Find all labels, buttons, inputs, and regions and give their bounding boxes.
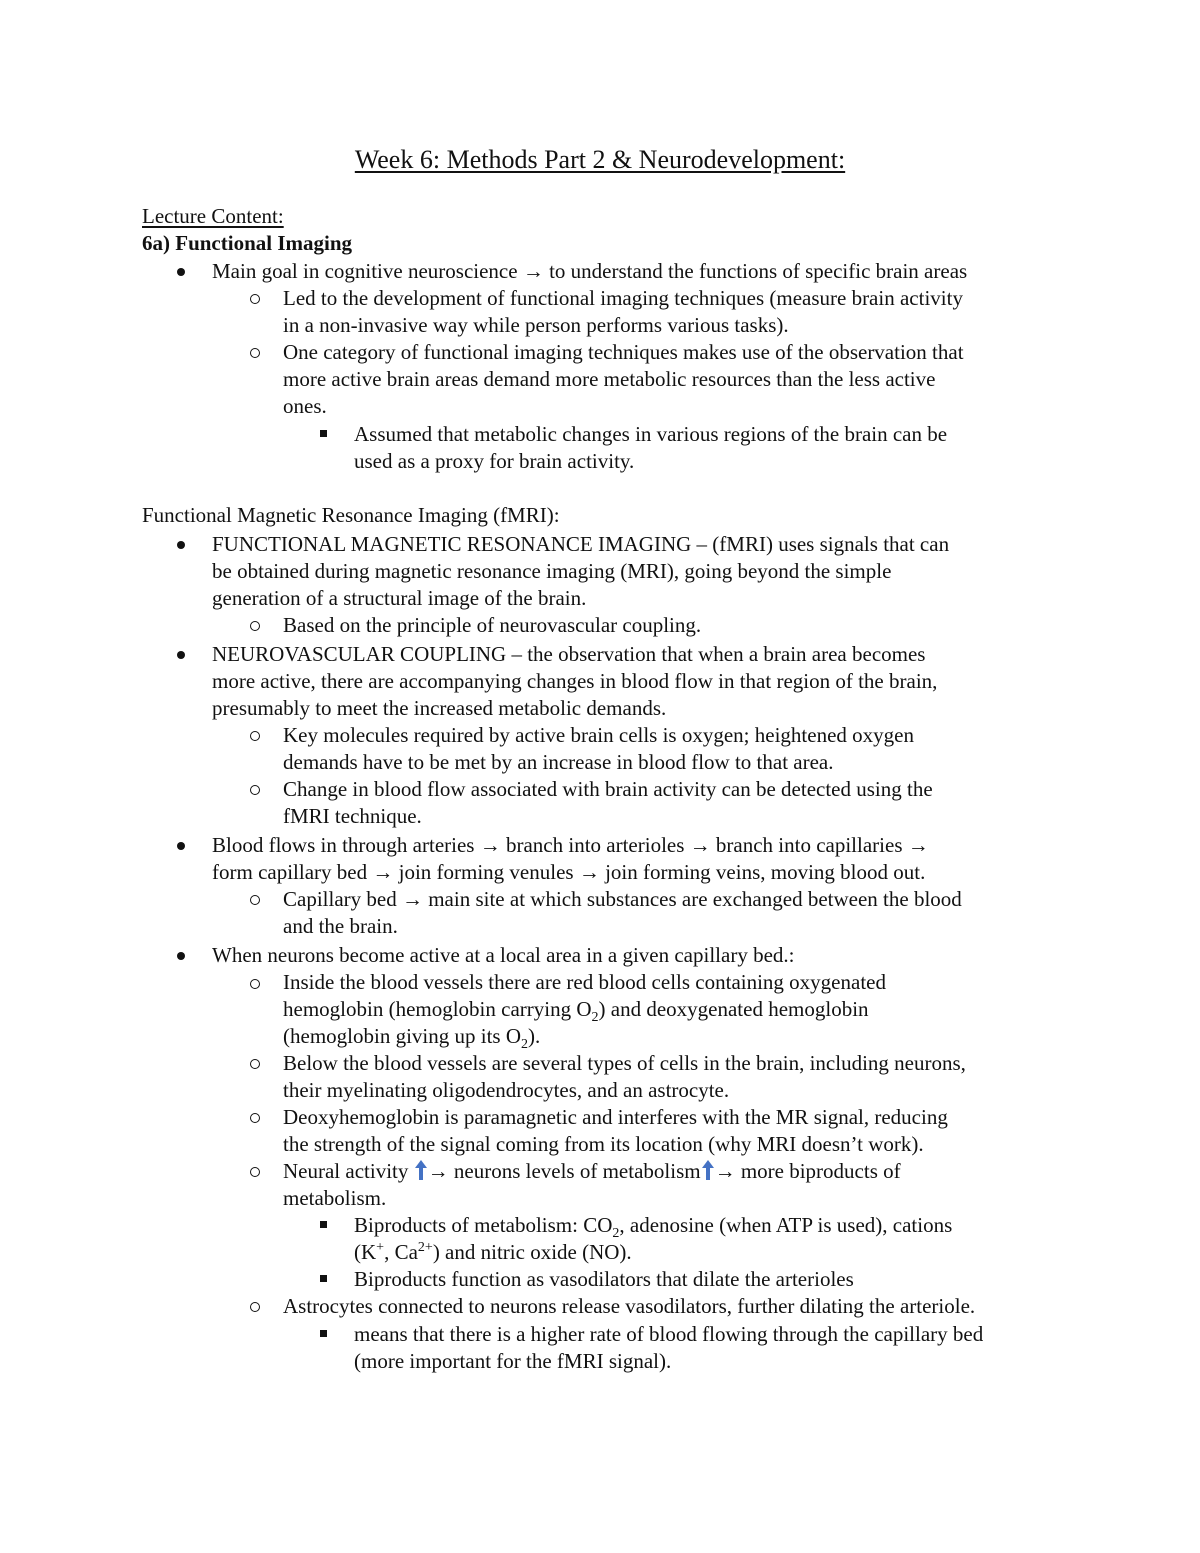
list-item-cont: (hemoglobin giving up its $O_2$).: [283, 1024, 541, 1053]
bullet-dot: [177, 268, 185, 276]
list-item: Biproducts function as vasodilators that dilate the arterioles: [354, 1267, 854, 1291]
list-item: Based on the principle of neurovascular coupling.: [283, 613, 702, 637]
bullet-circle: [250, 1302, 260, 1312]
list-item: Blood flows in through arteries → branch into arterioles → branch into capillaries →: [212, 833, 929, 857]
list-item-cont: and the brain.: [283, 914, 398, 938]
bullet-circle: [250, 621, 260, 631]
section-heading-fmri: Functional Magnetic Resonance Imaging (fMRI):: [142, 503, 560, 527]
list-item-cont: generation of a structural image of the brain.: [212, 586, 587, 610]
list-item: FUNCTIONAL MAGNETIC RESONANCE IMAGING – (fMRI) uses signals that can: [212, 532, 950, 556]
list-item: Led to the development of functional imaging techniques (measure brain activity: [283, 286, 963, 310]
bullet-circle: [250, 348, 260, 358]
bullet-square: [320, 1275, 327, 1282]
right-arrow-icon: →: [578, 860, 600, 884]
right-arrow-icon: →: [714, 1159, 736, 1183]
list-item-cont: demands have to be met by an increase in blood flow to that area.: [283, 750, 834, 774]
list-item: Change in blood flow associated with brain activity can be detected using the: [283, 777, 933, 801]
list-item: Key molecules required by active brain cells is oxygen; heightened oxygen: [283, 723, 914, 747]
right-arrow-icon: →: [401, 887, 423, 911]
page-title: Week 6: Methods Part 2 & Neurodevelopment:: [354, 145, 846, 174]
list-item: When neurons become active at a local area in a given capillary bed.:: [212, 943, 795, 967]
list-item-cont: their myelinating oligodendrocytes, and an astrocyte.: [283, 1078, 730, 1102]
bullet-square: [320, 430, 327, 437]
list-item-cont: (more important for the fMRI signal).: [354, 1349, 672, 1373]
bullet-dot: [177, 842, 185, 850]
section-heading-6a: 6a) Functional Imaging: [142, 231, 353, 255]
list-item: Assumed that metabolic changes in various regions of the brain can be: [354, 422, 948, 446]
list-item-cont: presumably to meet the increased metabolic demands.: [212, 696, 667, 720]
right-arrow-icon: →: [427, 1159, 449, 1183]
bullet-dot: [177, 651, 185, 659]
bullet-circle: [250, 1059, 260, 1069]
bullet-dot: [177, 541, 185, 549]
list-item: Below the blood vessels are several types of cells in the brain, including neurons,: [283, 1051, 966, 1075]
bullet-circle: [250, 731, 260, 741]
bullet-circle: [250, 1167, 260, 1177]
bullet-circle: [250, 895, 260, 905]
right-arrow-icon: →: [372, 860, 394, 884]
list-item-cont: more active brain areas demand more metabolic resources than the less active: [283, 367, 936, 391]
up-arrow-icon: [701, 1159, 715, 1181]
bullet-circle: [250, 294, 260, 304]
list-item: Main goal in cognitive neuroscience → to understand the functions of specific brain areas: [212, 259, 968, 283]
bullet-circle: [250, 979, 260, 989]
bullet-square: [320, 1221, 327, 1228]
up-arrow-icon: [414, 1159, 428, 1181]
bullet-dot: [177, 952, 185, 960]
list-item: means that there is a higher rate of blood flowing through the capillary bed: [354, 1322, 984, 1346]
list-item: Deoxyhemoglobin is paramagnetic and interferes with the MR signal, reducing: [283, 1105, 948, 1129]
list-item: Neural activity → neurons levels of metabolism → more biproducts of: [283, 1159, 901, 1183]
list-item-cont: hemoglobin (hemoglobin carrying $O_2$) and deoxygenated hemoglobin: [283, 997, 869, 1026]
lecture-content-label: Lecture Content:: [142, 204, 284, 228]
bullet-circle: [250, 785, 260, 795]
list-item: Capillary bed → main site at which substances are exchanged between the blood: [283, 887, 962, 911]
list-item-cont: the strength of the signal coming from its location (why MRI doesn’t work).: [283, 1132, 924, 1156]
list-item-cont: more active, there are accompanying changes in blood flow in that region of the brain,: [212, 669, 938, 693]
right-arrow-icon: →: [479, 833, 501, 857]
list-item: One category of functional imaging techniques makes use of the observation that: [283, 340, 964, 364]
right-arrow-icon: →: [907, 833, 929, 857]
list-item: NEUROVASCULAR COUPLING – the observation that when a brain area becomes: [212, 642, 926, 666]
list-item-cont: fMRI technique.: [283, 804, 422, 828]
list-item: Astrocytes connected to neurons release vasodilators, further dilating the arteriole.: [283, 1294, 976, 1318]
list-item-cont: ones.: [283, 394, 327, 418]
list-item-cont: be obtained during magnetic resonance imaging (MRI), going beyond the simple: [212, 559, 892, 583]
right-arrow-icon: →: [689, 833, 711, 857]
list-item-cont: form capillary bed → join forming venules → join forming veins, moving blood out.: [212, 860, 926, 884]
bullet-square: [320, 1330, 327, 1337]
list-item-cont: metabolism.: [283, 1186, 387, 1210]
list-item: Biproducts of metabolism: $CO_2$, adenosine (when ATP is used), cations: [354, 1213, 953, 1242]
list-item-cont: in a non-invasive way while person performs various tasks).: [283, 313, 789, 337]
right-arrow-icon: →: [522, 259, 544, 283]
list-item: Inside the blood vessels there are red blood cells containing oxygenated: [283, 970, 886, 994]
list-item-cont: used as a proxy for brain activity.: [354, 449, 635, 473]
list-item-cont: (K+, $Ca^{2+}$) and nitric oxide (NO).: [354, 1240, 632, 1264]
bullet-circle: [250, 1113, 260, 1123]
